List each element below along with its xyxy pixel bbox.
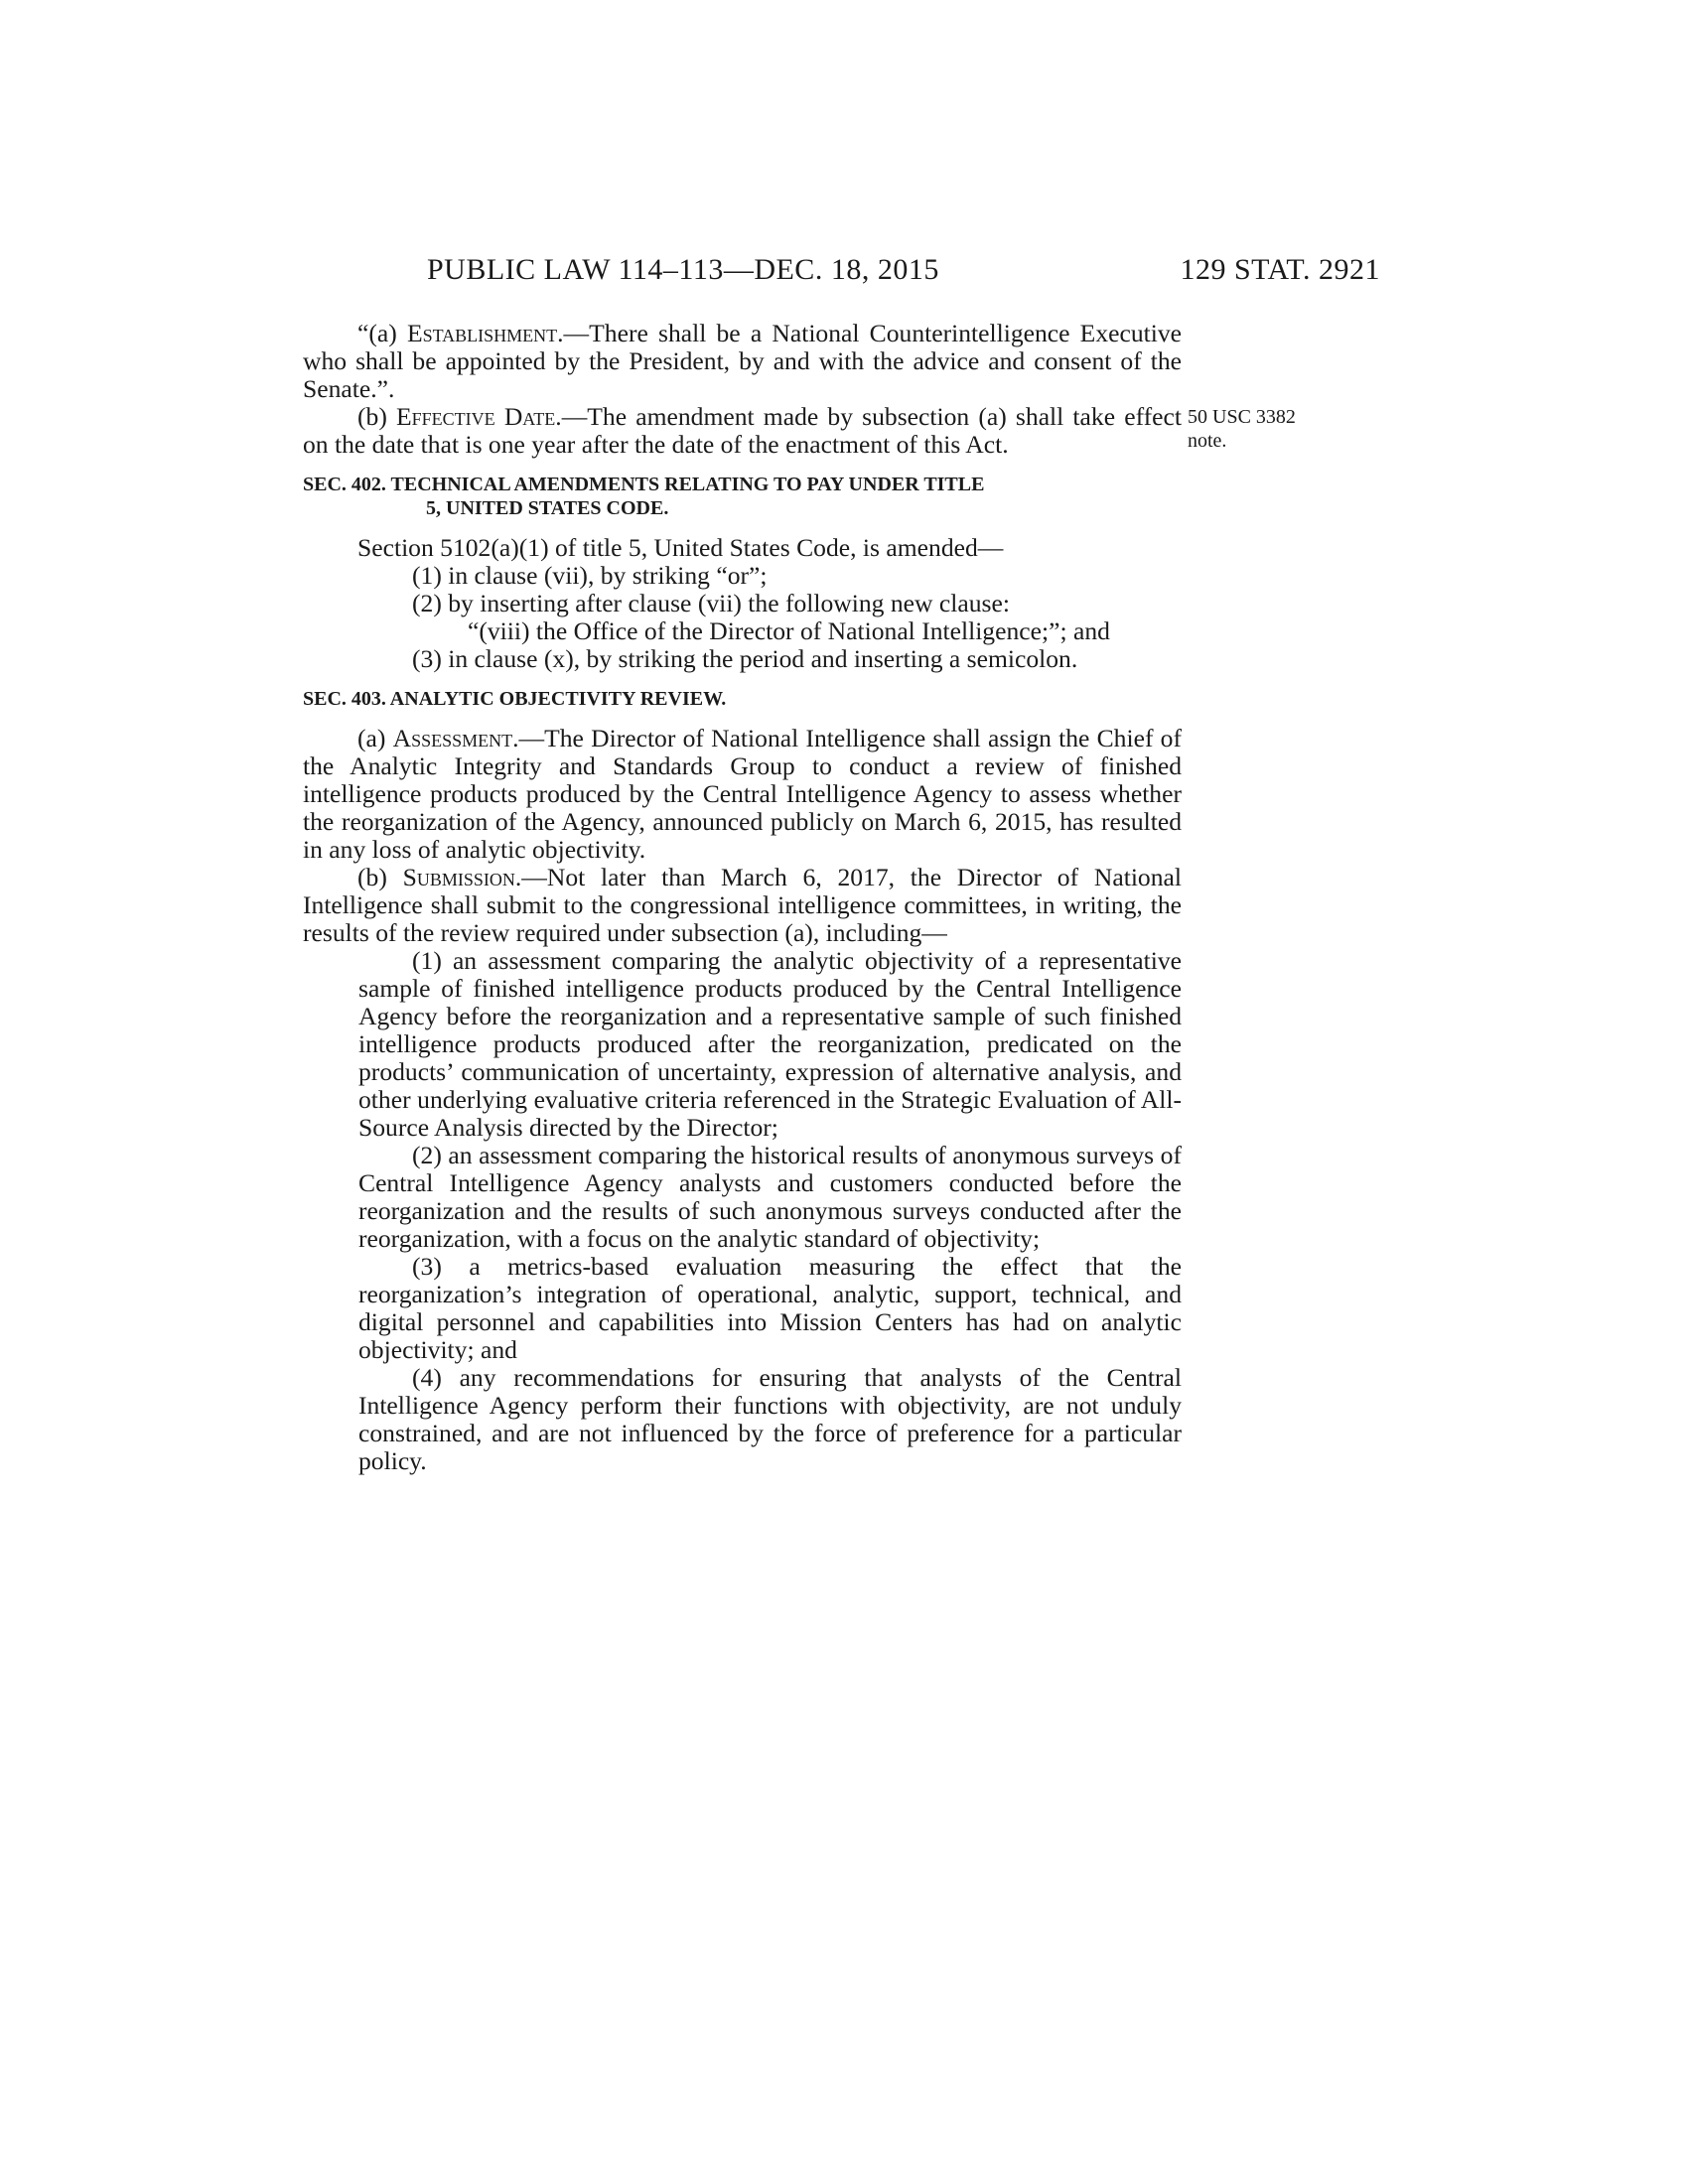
section-403-item: (1) an assessment comparing the analytic objectivity of a representative sample of finished intelligence products produced by the Central Intelligence Agency before the reorganization and a representative sample of such finished intelligence products produced after the reorganization, predicated on the products’ communication of uncertainty, expression of alternative analysis, and other underlying evaluative criteria referenced in the Strategic Evaluation of All-Source Analysis directed by the Director;	[358, 946, 1182, 1142]
subsection-text: .—Not later than March 6, 2017, the Director of National Intelligence shall submit to the congressional intelligence committees, in writing, the results of the review required under subsection (a), including—	[303, 863, 1182, 947]
section-402-lead: Section 5102(a)(1) of title 5, United States Code, is amended—	[357, 533, 1004, 562]
paragraph-assessment	[303, 725, 1182, 864]
document-body	[303, 320, 1182, 1475]
section-402-item: (1) in clause (vii), by striking “or”;	[412, 561, 768, 590]
subsection-text: .—There shall be a National Counterintelligence Executive who shall be appointed by the President, by and with the advice and consent of the Senate.”.	[303, 319, 1183, 403]
section-402-heading	[303, 473, 1182, 520]
section-402-item: (3) in clause (x), by striking the period and inserting a semicolon.	[412, 644, 1078, 673]
margin-citation-line: 50 USC 3382	[1188, 406, 1296, 428]
section-403-item: (4) any recommendations for ensuring that analysts of the Central Intelligence Agency perform their functions with objectivity, are not unduly constrained, and are not influenced by the force of preference for a particular policy.	[358, 1363, 1182, 1475]
section-402-quoted-clause: “(viii) the Office of the Director of National Intelligence;”; and	[468, 616, 1110, 645]
subsection-label: (a)	[357, 724, 393, 752]
section-heading-line: 5, UNITED STATES CODE.	[426, 497, 669, 519]
section-402-item: (2) by inserting after clause (vii) the following new clause:	[412, 589, 1010, 617]
section-403-heading	[303, 687, 1182, 711]
subsection-label: (b)	[357, 863, 403, 891]
section-heading-line: SEC. 402. TECHNICAL AMENDMENTS RELATING TO PAY UNDER TITLE	[303, 474, 985, 495]
subsection-text: .—The Director of National Intelligence shall assign the Chief of the Analytic Integrity and Standards Group to conduct a review of finished intelligence products produced by the Central Intelligence Agency to assess whether the reorganization of the Agency, announced publicly on March 6, 2015, has resulted in any loss of analytic objectivity.	[303, 724, 1182, 864]
statute-page-number: 129 STAT. 2921	[1180, 253, 1380, 286]
subsection-heading: Submission	[402, 863, 515, 891]
margin-citation-note	[1188, 405, 1366, 453]
section-heading-line: SEC. 403. ANALYTIC OBJECTIVITY REVIEW.	[303, 688, 727, 710]
subsection-heading: Establishment	[406, 319, 558, 347]
subsection-text: .—The amendment made by subsection (a) shall take effect on the date that is one year after the date of the enactment of this Act.	[303, 402, 1182, 459]
subsection-label: (b)	[357, 402, 397, 431]
section-403-item: (2) an assessment comparing the historical results of anonymous surveys of Central Intelligence Agency analysts and customers conducted before the reorganization and the results of such anonymous surveys conducted after the reorganization, with a focus on the analytic standard of objectivity;	[358, 1141, 1182, 1253]
subsection-heading: Effective Date	[396, 402, 556, 431]
paragraph-establishment	[303, 320, 1182, 403]
public-law-title: PUBLIC LAW 114–113—DEC. 18, 2015	[427, 253, 939, 286]
subsection-heading: Assessment	[392, 724, 513, 752]
subsection-label: “(a)	[357, 319, 407, 347]
page-header	[427, 253, 1380, 293]
margin-citation-line: note.	[1188, 430, 1227, 452]
paragraph-effective-date	[303, 403, 1182, 459]
paragraph-submission	[303, 864, 1182, 947]
section-403-item: (3) a metrics-based evaluation measuring the effect that the reorganization’s integration of operational, analytic, support, technical, and digital personnel and capabilities into Mission Centers has had on analytic objectivity; and	[358, 1252, 1182, 1364]
